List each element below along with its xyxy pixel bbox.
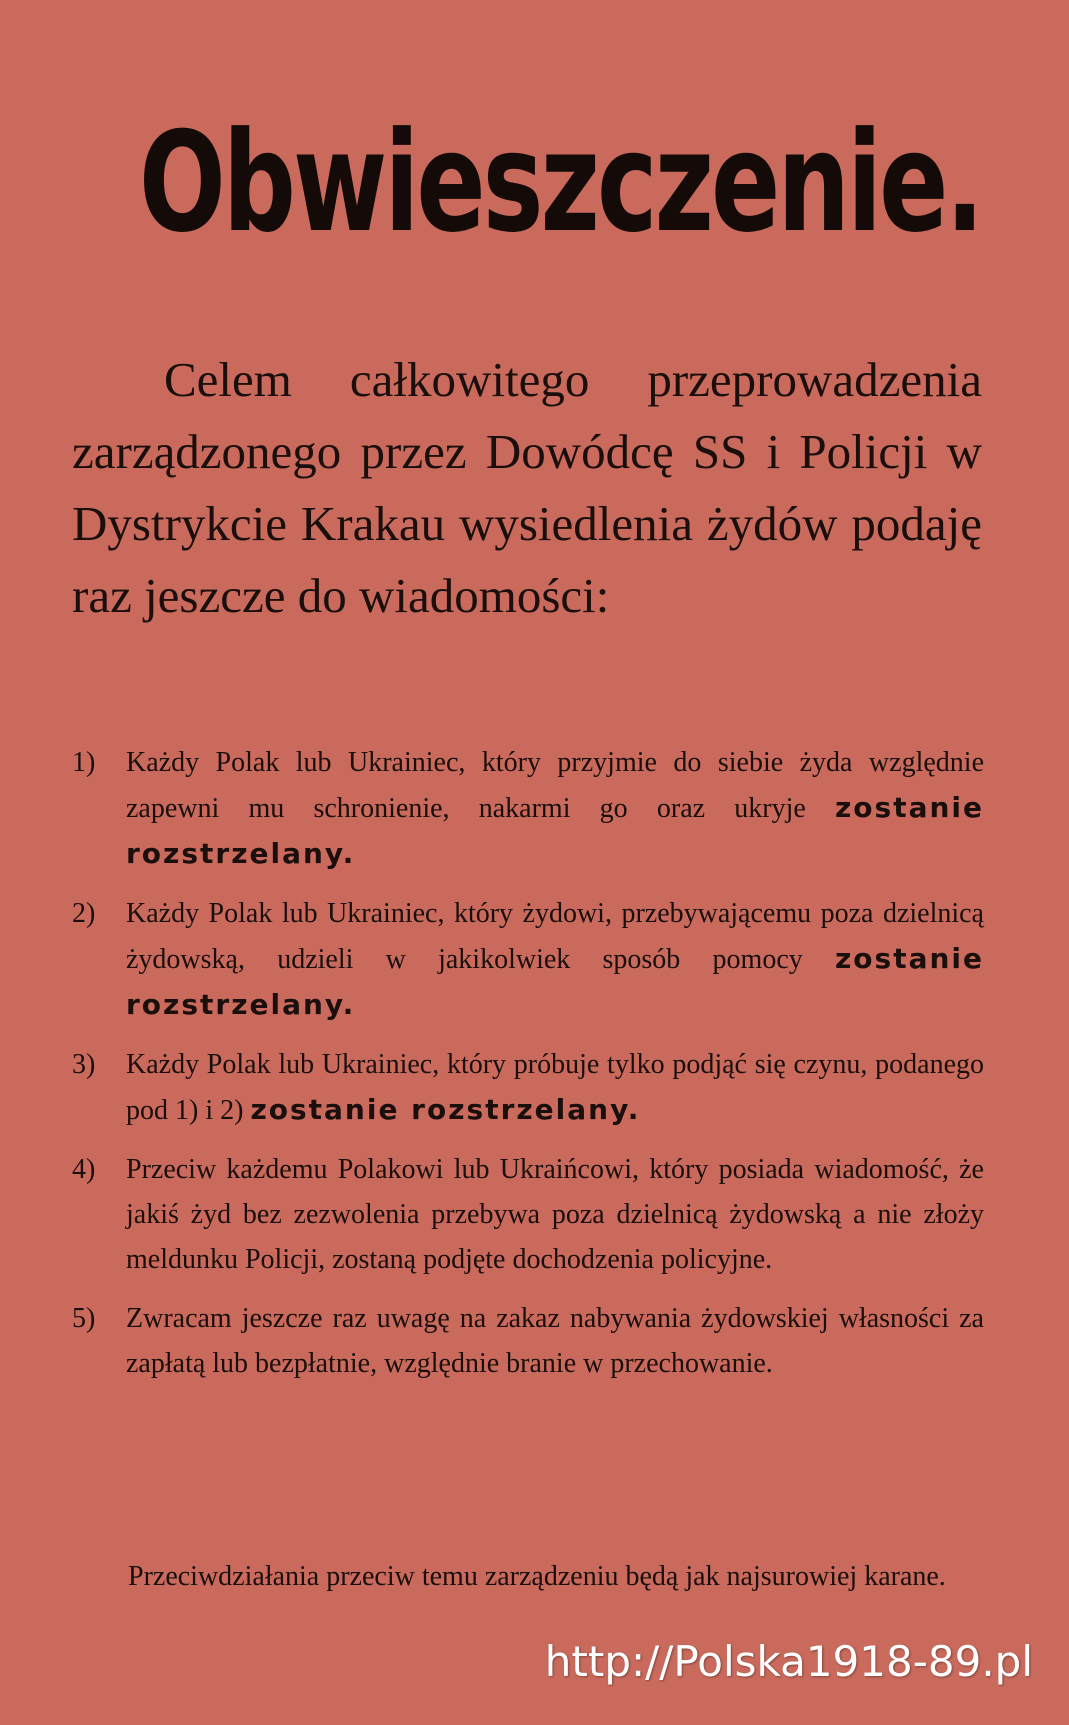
closing-paragraph	[76, 1554, 982, 1600]
item-number: 4)	[72, 1154, 96, 1185]
closing-text: Przeciwdziałania przeciw temu zarządzeniu będą jak najsurowiej karane.	[128, 1561, 946, 1592]
item-number: 5)	[72, 1303, 96, 1334]
item-emphasis: zostanie rozstrzelany.	[126, 942, 984, 1021]
list-item	[72, 891, 984, 1028]
watermark-url: http://Polska1918-89.pl	[544, 1637, 1033, 1686]
intro-text: Celem całkowitego przeprowadzenia zarządzonego przez Dowódcę SS i Policji w Dystrykcie Krakau wysiedlenia żydów podaję raz jeszcze do wiadomości:	[72, 352, 982, 623]
item-emphasis: zostanie rozstrzelany.	[126, 791, 984, 870]
item-emphasis: zostanie rozstrzelany.	[250, 1093, 641, 1126]
list-item	[72, 740, 984, 877]
item-text: Przeciw każdemu Polakowi lub Ukraińcowi, który posiada wiadomość, że jakiś żyd bez zezwolenia przebywa poza dzielnicą żydowską a nie złoży meldunku Policji, zostaną podjęte dochodzenia policyjne.	[126, 1154, 984, 1275]
list-item	[72, 1296, 984, 1386]
item-text: Zwracam jeszcze raz uwagę na zakaz nabywania żydowskiej własności za zapłatą lub bezpłatnie, względnie branie w przechowanie.	[126, 1303, 984, 1379]
poster-title: Obwieszczenie.	[138, 102, 982, 263]
intro-paragraph	[72, 344, 982, 632]
item-text: Każdy Polak lub Ukrainiec, który próbuje tylko podjąć się czynu, podanego pod 1) i 2)	[126, 1049, 984, 1126]
item-text: Każdy Polak lub Ukrainiec, który przyjmie do siebie żyda względnie zapewni mu schronienie, nakarmi go oraz ukryje	[126, 747, 984, 824]
list-item	[72, 1147, 984, 1282]
list-item	[72, 1042, 984, 1133]
numbered-list	[72, 740, 984, 1400]
item-text: Każdy Polak lub Ukrainiec, który żydowi, przebywającemu poza dzielnicą żydowską, udzieli w jakikolwiek sposób pomocy	[126, 898, 984, 975]
item-number: 1)	[72, 747, 96, 778]
item-number: 3)	[72, 1049, 96, 1080]
item-number: 2)	[72, 898, 96, 929]
